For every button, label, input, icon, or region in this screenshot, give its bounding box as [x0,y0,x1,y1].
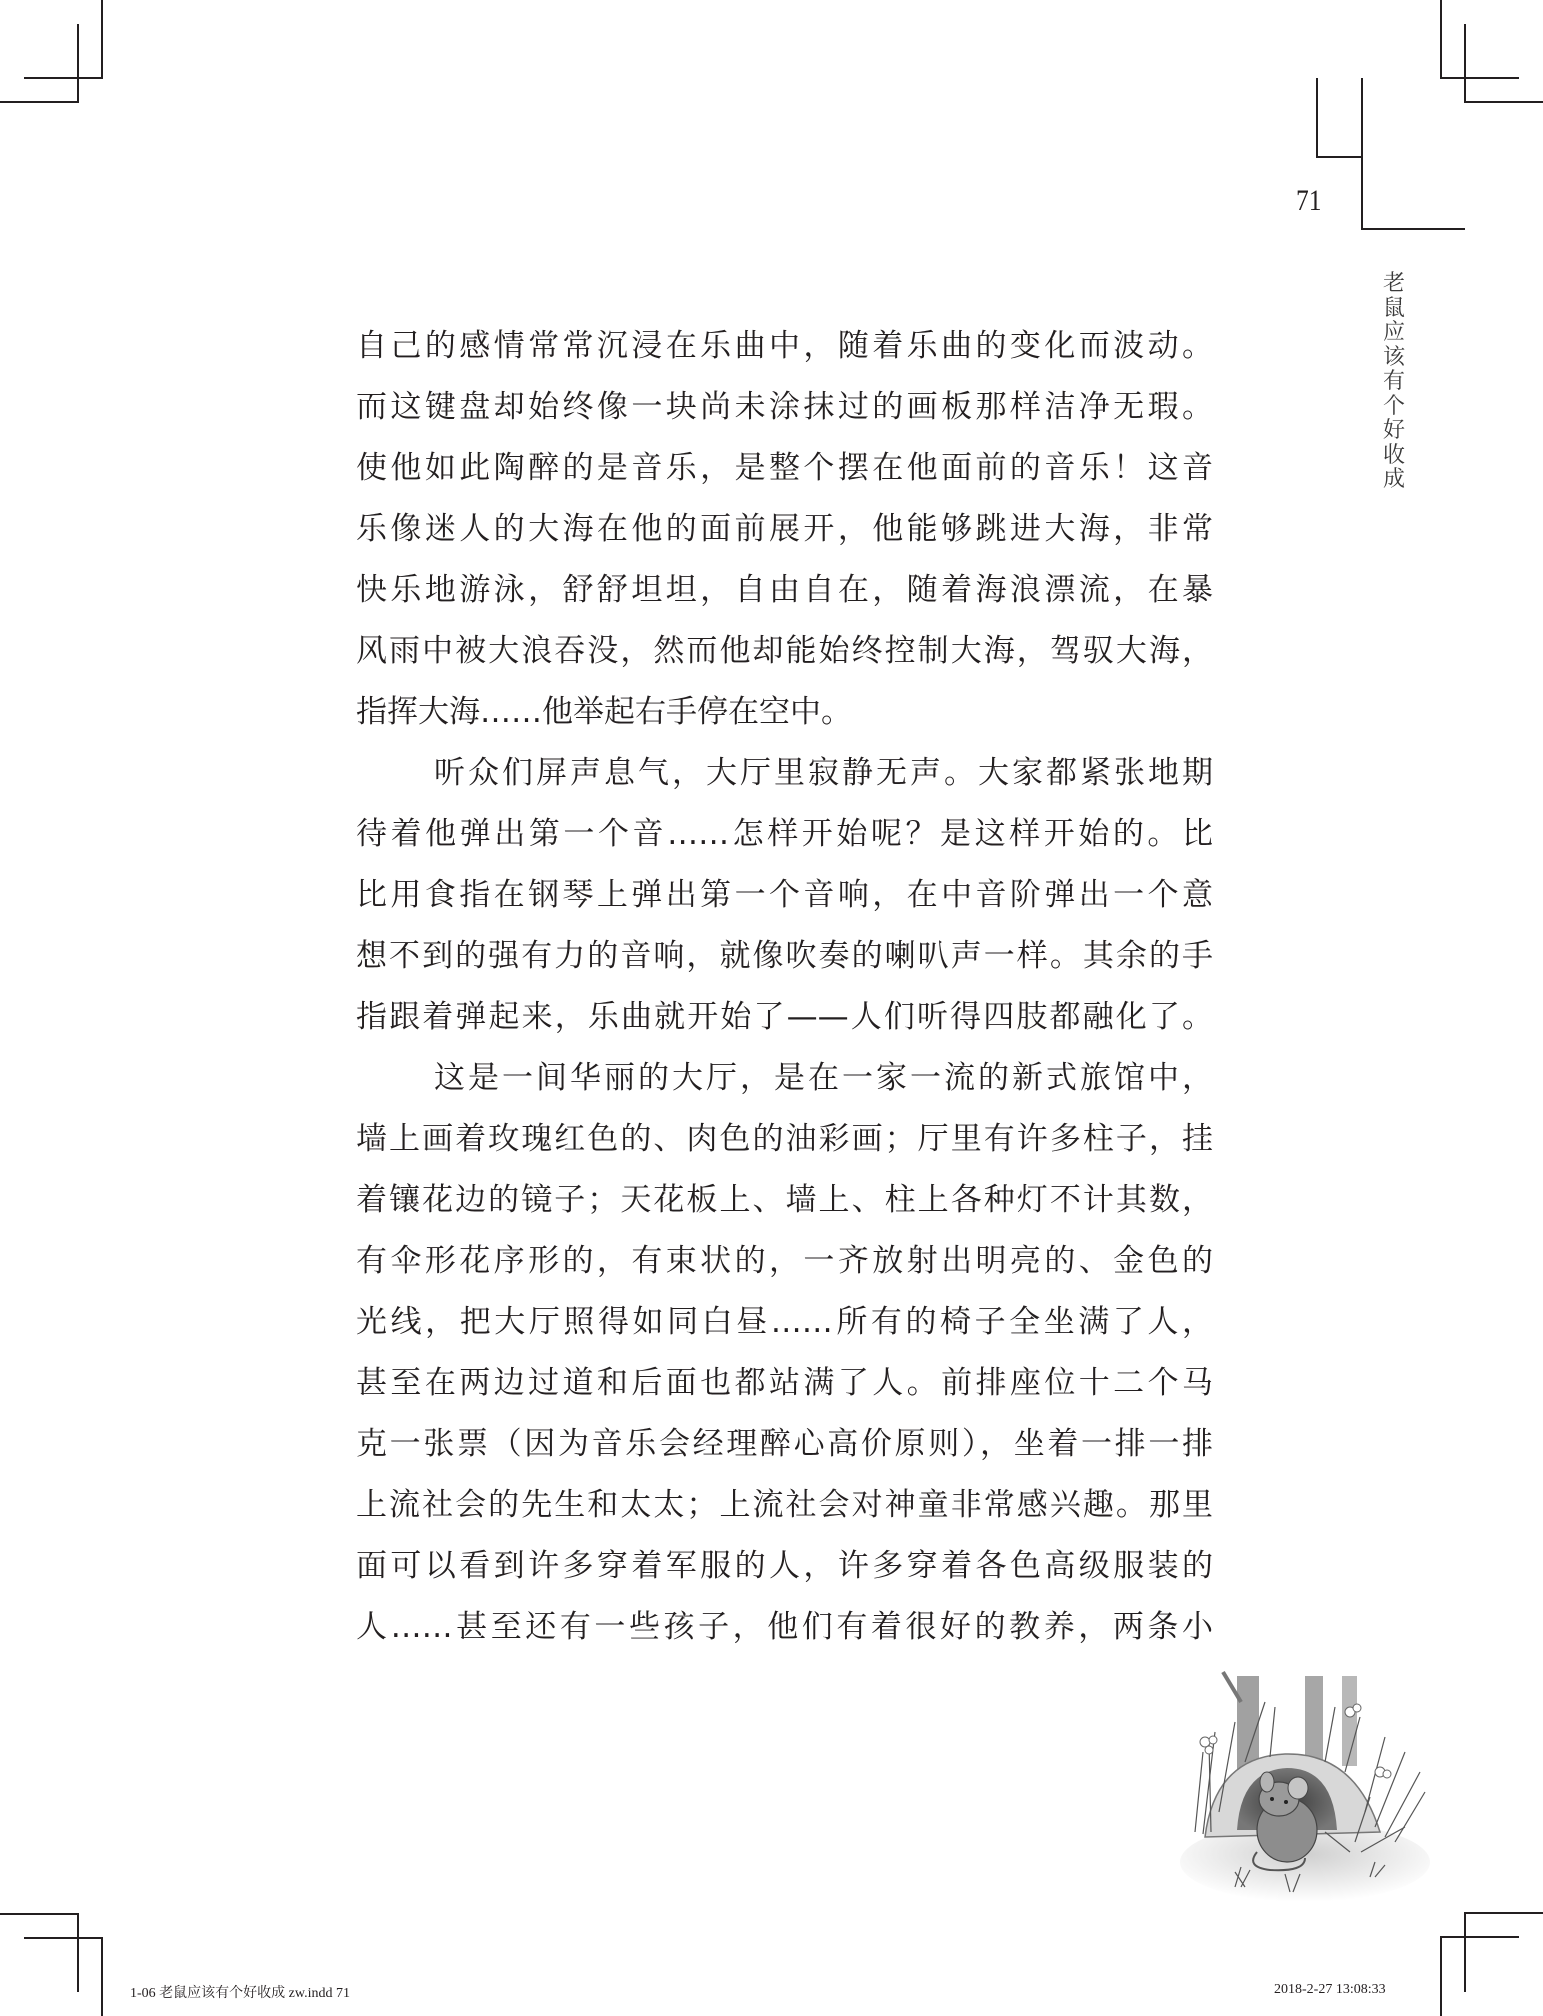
crop-mark [77,1913,79,1992]
page-number: 71 [1296,184,1322,217]
crop-mark [77,24,79,103]
text-line: 听众们屏声息气，大厅里寂静无声。大家都紧张地期 [434,755,1213,791]
crop-mark [101,0,103,79]
text-line: 这是一间华丽的大厅，是在一家一流的新式旅馆中， [434,1060,1213,1096]
footer-file-label: 1-06 老鼠应该有个好收成 zw.indd 71 [130,1986,350,2001]
crop-mark [24,1937,103,1939]
running-title: 老鼠应该有个好收成 [1382,271,1405,492]
text-line: 使他如此陶醉的是音乐，是整个摆在他面前的音乐！这音 [356,450,1213,486]
text-line: 面可以看到许多穿着军服的人，许多穿着各色高级服装的 [356,1548,1213,1584]
text-line: 待着他弹出第一个音……怎样开始呢？是这样开始的。比 [356,816,1213,852]
text-line: 甚至在两边过道和后面也都站满了人。前排座位十二个马 [356,1365,1213,1401]
text-line: 乐像迷人的大海在他的面前展开，他能够跳进大海，非常 [356,511,1213,547]
text-line: 风雨中被大浪吞没，然而他却能始终控制大海，驾驭大海， [356,633,1213,669]
crop-mark [1464,1912,1466,1992]
text-line: 人……甚至还有一些孩子，他们有着很好的教养，两条小 [356,1609,1213,1645]
crop-mark [1440,1936,1442,2016]
text-line: 想不到的强有力的音响，就像吹奏的喇叭声一样。其余的手 [356,938,1213,974]
crop-mark [0,1913,79,1915]
header-rule [1316,78,1318,158]
text-line: 克一张票（因为音乐会经理醉心高价原则），坐着一排一排 [356,1426,1213,1462]
text-line: 指挥大海……他举起右手停在空中。 [356,694,852,730]
crop-mark [1440,0,1442,79]
crop-mark [1464,1912,1543,1914]
text-line: 着镶花边的镜子；天花板上、墙上、柱上各种灯不计其数， [356,1182,1213,1218]
crop-mark [1440,1936,1519,1938]
crop-mark [24,77,103,79]
header-rule [1361,228,1465,230]
crop-mark [1464,101,1543,103]
text-line: 比用食指在钢琴上弹出第一个音响，在中音阶弹出一个意 [356,877,1213,913]
text-line: 快乐地游泳，舒舒坦坦，自由自在，随着海浪漂流，在暴 [356,572,1213,608]
text-line: 上流社会的先生和太太；上流社会对神童非常感兴趣。那里 [356,1487,1213,1523]
header-rule [1361,78,1363,230]
crop-mark [101,1937,103,2016]
mouse-illustration [1175,1662,1437,1907]
text-line: 而这键盘却始终像一块尚未涂抹过的画板那样洁净无瑕。 [356,389,1213,425]
body-text [356,316,1213,1658]
text-line: 自己的感情常常沉浸在乐曲中，随着乐曲的变化而波动。 [356,328,1213,364]
footer-timestamp: 2018-2-27 13:08:33 [1274,1982,1386,1997]
header-rule [1316,156,1363,158]
text-line: 光线，把大厅照得如同白昼……所有的椅子全坐满了人， [356,1304,1213,1340]
crop-mark [0,101,79,103]
mouse-sketch-icon [1175,1662,1437,1907]
text-line: 有伞形花序形的，有束状的，一齐放射出明亮的、金色的 [356,1243,1213,1279]
text-line: 指跟着弹起来，乐曲就开始了——人们听得四肢都融化了。 [356,999,1213,1035]
text-line: 墙上画着玫瑰红色的、肉色的油彩画；厅里有许多柱子，挂 [356,1121,1213,1157]
crop-mark [1440,77,1519,79]
crop-mark [1464,24,1466,103]
